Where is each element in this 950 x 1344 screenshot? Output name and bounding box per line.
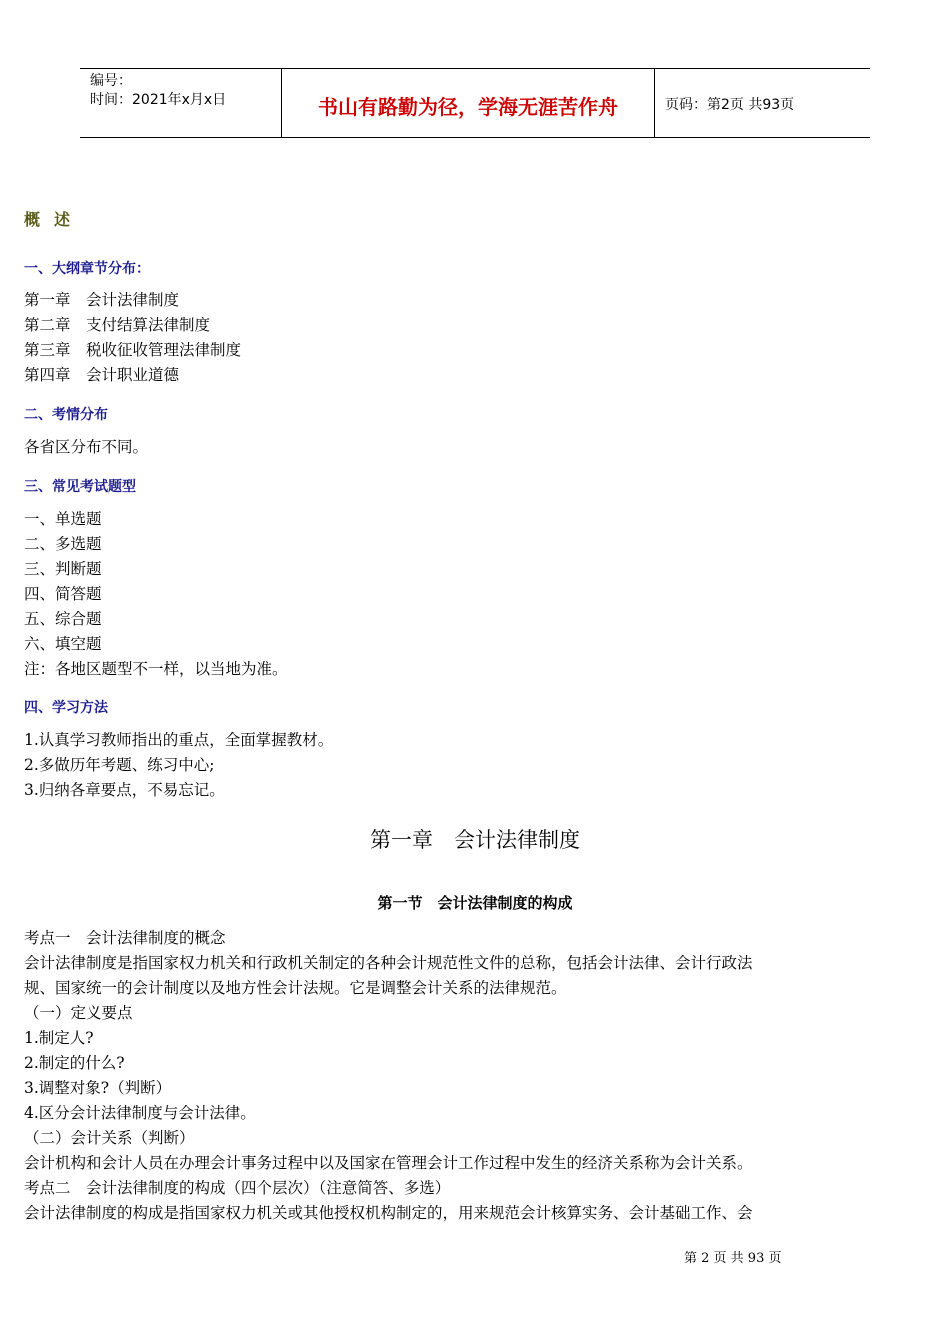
body-line: 1.制定人?	[24, 1029, 94, 1047]
chapter-title: 第一章 会计法律制度	[370, 828, 580, 852]
section-heading-exam-distribution: 二、考情分布	[24, 407, 108, 423]
body-line: 会计机构和会计人员在办理会计事务过程中以及国家在管理会计工作过程中发生的经济关系称为会计关系。	[24, 1154, 753, 1172]
header-table	[80, 68, 870, 138]
list-item: 第一章 会计法律制度	[24, 291, 180, 309]
section-heading-study-methods: 四、学习方法	[24, 700, 108, 716]
list-item: 二、多选题	[24, 535, 102, 553]
section-heading-outline: 一、大纲章节分布：	[24, 261, 150, 277]
body-line: 2.制定的什么?	[24, 1054, 125, 1072]
body-line: 考点一 会计法律制度的概念	[24, 929, 226, 947]
overview-title: 概述	[24, 210, 85, 229]
list-item: 注：各地区题型不一样，以当地为准。	[24, 660, 288, 678]
question-type-list	[24, 507, 288, 682]
page-footer: 第 2 页 共 93 页	[684, 1251, 782, 1266]
page-info: 页码：第2页 共93页	[665, 97, 795, 113]
list-item: 第三章 税收征收管理法律制度	[24, 341, 242, 359]
list-item: 第二章 支付结算法律制度	[24, 316, 211, 334]
list-item: 四、简答题	[24, 585, 102, 603]
section-heading-question-types: 三、常见考试题型	[24, 479, 136, 495]
list-item: 2.多做历年考题、练习中心;	[24, 756, 215, 774]
body-line: （二）会计关系（判断）	[24, 1129, 195, 1147]
body-line: 会计法律制度是指国家权力机关和行政机关制定的各种会计规范性文件的总称，包括会计法律、会计行政法	[24, 954, 753, 972]
number-label: 编号：	[90, 73, 132, 89]
body-line: 4.区分会计法律制度与会计法律。	[24, 1104, 256, 1122]
list-item: 各省区分布不同。	[24, 438, 149, 456]
list-item: 3.归纳各章要点，不易忘记。	[24, 781, 225, 799]
list-item: 五、综合题	[24, 610, 102, 628]
chapter-list	[24, 288, 241, 388]
body-line: 考点二 会计法律制度的构成（四个层次）（注意简答、多选）	[24, 1179, 451, 1197]
list-item: 1.认真学习教师指出的重点，全面掌握教材。	[24, 731, 334, 749]
header-meta-cell	[80, 69, 282, 137]
list-item: 一、单选题	[24, 510, 102, 528]
body-text	[24, 926, 929, 1226]
body-line: 3.调整对象?（判断）	[24, 1079, 172, 1097]
body-line: 会计法律制度的构成是指国家权力机关或其他授权机构制定的，用来规范会计核算实务、会计基础工作、会	[24, 1204, 753, 1222]
list-item: 六、填空题	[24, 635, 102, 653]
section-title: 第一节 会计法律制度的构成	[377, 894, 573, 912]
list-item: 第四章 会计职业道德	[24, 366, 180, 384]
body-line: 规、国家统一的会计制度以及地方性会计法规。它是调整会计关系的法律规范。	[24, 979, 567, 997]
study-method-list	[24, 728, 333, 803]
motto: 书山有路勤为径，学海无涯苦作舟	[282, 69, 655, 137]
list-item: 三、判断题	[24, 560, 102, 578]
body-line: （一）定义要点	[24, 1004, 133, 1022]
time-label: 时间：2021年x月x日	[90, 92, 227, 108]
exam-distribution-text	[24, 435, 148, 460]
